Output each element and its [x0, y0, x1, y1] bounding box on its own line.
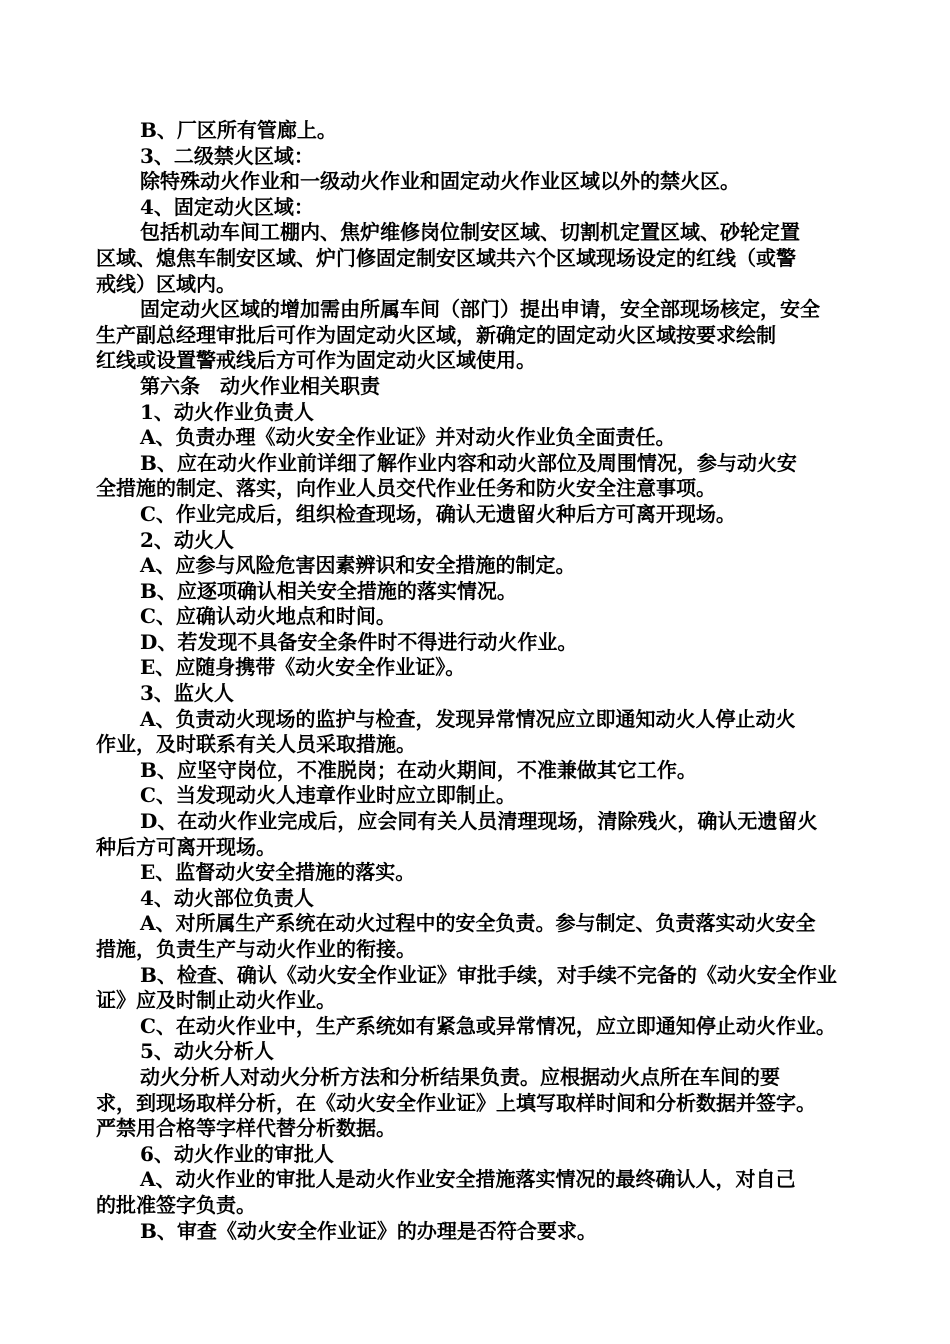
- text-line: E、应随身携带《动火安全作业证》。: [140, 655, 466, 680]
- section-heading: 第六条 动火作业相关职责: [140, 373, 380, 398]
- document-body: [96, 118, 866, 1244]
- text-line: 戒线）区域内。: [96, 271, 236, 296]
- text-line: C、当发现动火人违章作业时应立即制止。: [140, 783, 516, 808]
- text-line: A、对所属生产系统在动火过程中的安全负责。参与制定、负责落实动火安全: [140, 911, 816, 936]
- text-line: 生产副总经理审批后可作为固定动火区域，新确定的固定动火区域按要求绘制: [96, 322, 776, 347]
- text-line: 1、动火作业负责人: [140, 399, 314, 424]
- text-line: 除特殊动火作业和一级动火作业和固定动火作业区域以外的禁火区。: [140, 169, 740, 194]
- text-line: 的批准签字负责。: [96, 1192, 256, 1217]
- text-line: 红线或设置警戒线后方可作为固定动火区域使用。: [96, 348, 536, 373]
- text-line: B、应在动火作业前详细了解作业内容和动火部位及周围情况，参与动火安: [140, 450, 797, 475]
- text-line: 动火分析人对动火分析方法和分析结果负责。应根据动火点所在车间的要: [140, 1064, 780, 1089]
- text-line: B、检查、确认《动火安全作业证》审批手续，对手续不完备的《动火安全作业: [140, 962, 837, 987]
- text-line: 种后方可离开现场。: [96, 834, 276, 859]
- text-line: C、应确认动火地点和时间。: [140, 604, 396, 629]
- text-line: B、审查《动火安全作业证》的办理是否符合要求。: [140, 1218, 597, 1243]
- text-line: 区域、熄焦车制安区域、炉门修固定制安区域共六个区域现场设定的红线（或警: [96, 245, 796, 270]
- text-line: B、应逐项确认相关安全措施的落实情况。: [140, 578, 517, 603]
- text-line: 4、固定动火区域：: [140, 194, 314, 219]
- text-line: B、应坚守岗位，不准脱岗；在动火期间，不准兼做其它工作。: [140, 757, 697, 782]
- text-line: A、负责办理《动火安全作业证》并对动火作业负全面责任。: [140, 425, 676, 450]
- text-line: 3、二级禁火区域：: [140, 143, 314, 168]
- text-line: C、在动火作业中，生产系统如有紧急或异常情况，应立即通知停止动火作业。: [140, 1013, 836, 1038]
- text-line: A、动火作业的审批人是动火作业安全措施落实情况的最终确认人，对自己: [140, 1167, 796, 1192]
- text-line: 2、动火人: [140, 527, 234, 552]
- text-line: 6、动火作业的审批人: [140, 1141, 334, 1166]
- text-line: 作业，及时联系有关人员采取措施。: [96, 732, 416, 757]
- text-line: 4、动火部位负责人: [140, 885, 314, 910]
- text-line: 3、监火人: [140, 681, 234, 706]
- text-line: B、厂区所有管廊上。: [140, 118, 337, 142]
- text-line: 证》应及时制止动火作业。: [96, 988, 336, 1013]
- text-line: 包括机动车间工棚内、焦炉维修岗位制安区域、切割机定置区域、砂轮定置: [140, 220, 800, 245]
- text-line: D、若发现不具备安全条件时不得进行动火作业。: [140, 629, 578, 654]
- text-line: 固定动火区域的增加需由所属车间（部门）提出申请，安全部现场核定，安全: [140, 297, 820, 322]
- text-line: 求，到现场取样分析，在《动火安全作业证》上填写取样时间和分析数据并签字。: [96, 1090, 816, 1115]
- text-line: E、监督动火安全措施的落实。: [140, 860, 416, 885]
- text-line: A、负责动火现场的监护与检查，发现异常情况应立即通知动火人停止动火: [140, 706, 796, 731]
- text-line: A、应参与风险危害因素辨识和安全措施的制定。: [140, 553, 576, 578]
- text-line: 严禁用合格等字样代替分析数据。: [96, 1116, 396, 1141]
- text-line: 全措施的制定、落实，向作业人员交代作业任务和防火安全注意事项。: [96, 476, 716, 501]
- text-line: 措施，负责生产与动火作业的衔接。: [96, 937, 416, 961]
- text-line: C、作业完成后，组织检查现场，确认无遗留火种后方可离开现场。: [140, 501, 736, 526]
- text-line: 5、动火分析人: [140, 1039, 274, 1064]
- text-line: D、在动火作业完成后，应会同有关人员清理现场，清除残火，确认无遗留火: [140, 809, 818, 834]
